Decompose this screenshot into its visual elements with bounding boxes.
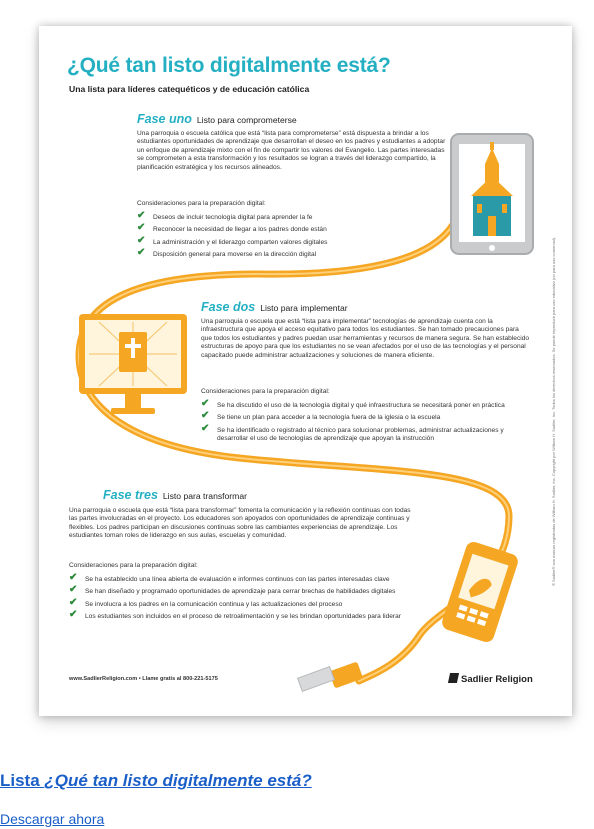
brand-logo xyxy=(449,673,533,685)
link-prefix: Lista xyxy=(0,771,45,790)
checkmark-icon: ✔ xyxy=(137,247,146,259)
checkmark-icon: ✔ xyxy=(69,596,78,608)
checkmark-icon: ✔ xyxy=(69,572,78,583)
list-item: ✔ Deseos de incluir tecnología digital para aprender la fe xyxy=(137,210,313,221)
list-item: ✔ Se ha discutido el uso de la tecnología digital y qué infraestructura se necesitará poner en práctica xyxy=(201,398,505,409)
copyright-vertical: ® Sadlier® son marcas registradas de William H. Sadlier, Inc. Copyright por William H. Sadlier, Inc. Todos los derechos reservados. Se puede reproducir para uso educativo (no para uso comercial). xyxy=(551,236,556,586)
checkmark-icon: ✔ xyxy=(137,234,146,246)
phase-three-name: Fase tres xyxy=(103,488,158,502)
list-item: ✔ Reconocer la necesidad de llegar a los padres donde están xyxy=(137,222,327,234)
phase-three-subtitle: Listo para transformar xyxy=(162,491,247,501)
document-subtitle: Una lista para líderes catequéticos y de educación católica xyxy=(69,84,310,94)
phase-three-paragraph: Una parroquia o escuela que está “lista para transformar” fomenta la comunicación y la reflexión continuas con todas las partes involucradas en el proyecto. Los educadores son apoyados con oportunidades de aprendizaje continuas y flexibles. Los padres participan en discusiones continuas sobre las cambiantes experiencias de aprendizaje. Los estudiantes toman roles de liderazgo en sus aulas, escuelas y comunidad. xyxy=(69,507,411,540)
phase-two-subtitle: Listo para implementar xyxy=(260,303,348,313)
list-item: ✔ Se han diseñado y programado oportunidades de aprendizaje para cerrar brechas de habilidades digitales xyxy=(69,584,396,596)
list-item: ✔ La administración y el liderazgo comparten valores digitales xyxy=(137,234,328,246)
list-item: ✔ Se involucra a los padres en la comunicación continua y las actualizaciones del proceso xyxy=(69,596,343,608)
phase-one-subtitle: Listo para comprometerse xyxy=(196,115,297,125)
list-item: ✔ Se ha establecido una línea abierta de evaluación e informes continuos con las partes interesadas clave xyxy=(69,572,390,583)
checkmark-icon: ✔ xyxy=(201,422,210,434)
checkmark-icon: ✔ xyxy=(137,222,146,234)
brand-name: Sadlier Religion xyxy=(461,674,533,685)
checkmark-icon: ✔ xyxy=(137,210,146,221)
phase-two-name: Fase dos xyxy=(201,300,256,314)
link-italic-title: ¿Qué tan listo digitalmente está? xyxy=(44,771,312,790)
checkmark-icon: ✔ xyxy=(201,410,210,422)
phase-two-list xyxy=(201,398,531,448)
list-item: ✔ Disposición general para moverse en la dirección digital xyxy=(137,247,317,259)
footer-contact: www.SadlierReligion.com • Llame gratis al 800-221-5175 xyxy=(69,676,218,682)
phase-one-considerations: Consideraciones para la preparación digital: xyxy=(137,200,266,207)
phase-three-heading xyxy=(103,486,247,504)
phase-three-considerations: Consideraciones para la preparación digital: xyxy=(69,562,198,569)
list-item: ✔ Se ha identificado o registrado al técnico para solucionar problemas, administrar actualizaciones y desarrollar el uso de tecnologías de aprendizaje que apoyan la instrucción xyxy=(201,422,504,443)
tablet-church-icon xyxy=(451,134,533,254)
phase-two-paragraph: Una parroquia o escuela que está “lista para implementar” tecnologías de aprendizaje cuenta con la infraestructura que apoya el acceso equitativo para todos los estudiantes. Se han tomado precauciones para que todos los estudiantes y padres puedan usar herramientas y recursos de manera segura. Se han establecido estructuras de apoyo para que los estudiantes no se vean afectados por el uso de las tecnologías y el personal capacitado puede administrar actualizaciones y soluciones de manera eficiente. xyxy=(201,318,530,359)
phase-three-list xyxy=(69,572,414,626)
document-preview[interactable] xyxy=(39,26,572,716)
checkmark-icon: ✔ xyxy=(69,584,78,596)
usb-plug-icon xyxy=(298,661,364,691)
list-item: ✔ Los estudiantes son incluidos en el proceso de retroalimentación y se les brindan oportunidades para liderar xyxy=(69,609,401,621)
phase-one-name: Fase uno xyxy=(137,112,192,126)
download-link[interactable]: Descargar ahora xyxy=(0,811,105,827)
checkmark-icon: ✔ xyxy=(201,398,210,409)
phase-one-list xyxy=(137,210,437,264)
phase-two-considerations: Consideraciones para la preparación digital: xyxy=(201,388,330,395)
phone-prayer-icon xyxy=(440,540,520,644)
document-title-link[interactable] xyxy=(0,771,312,791)
phase-one-heading xyxy=(137,110,297,128)
phase-two-heading xyxy=(201,298,348,316)
list-item: ✔ Se tiene un plan para acceder a la tecnología fuera de la iglesia o la escuela xyxy=(201,410,441,422)
sadlier-logo-icon xyxy=(448,673,459,683)
checkmark-icon: ✔ xyxy=(69,609,78,621)
document-title: ¿Qué tan listo digitalmente está? xyxy=(67,54,391,77)
phase-one-paragraph: Una parroquia o escuela católica que está “lista para comprometerse” está dispuesta a brindar a los estudiantes oportunidades de aprendizaje que desarrollan el deseo en los padres y estudiantes a adoptar un enfoque de aprendizaje mixto con el fin de compartir los valores del Evangelio. Las partes interesadas se comprometen a esta transformación y los resultados se logran a través del liderazgo compartido, la planificación estratégica y los recursos alineados. xyxy=(137,130,446,171)
